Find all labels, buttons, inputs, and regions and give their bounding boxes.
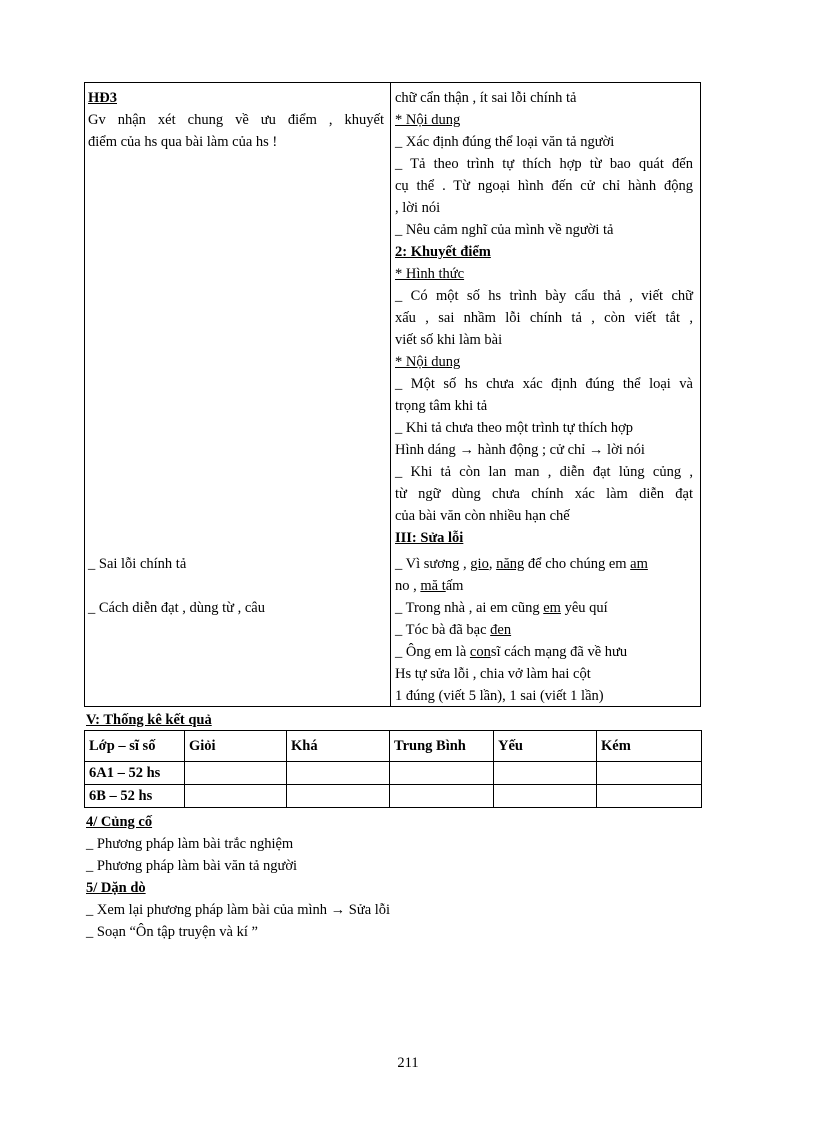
table-cell [494, 762, 597, 785]
cung-co-heading: 4/ Củng cố [86, 814, 153, 830]
error-word: gio [470, 556, 489, 572]
list-item: _ Phương pháp làm bài trắc nghiệm [86, 836, 294, 852]
table-cell [185, 762, 287, 785]
content-line: trọng tâm khi tả [395, 398, 488, 414]
content-text: hành động ; cử chỉ [477, 442, 586, 458]
content-line [395, 439, 645, 461]
cach-dien-dat-label: _ Cách diễn đạt , dùng từ , câu [88, 600, 265, 616]
arrow-icon: → [330, 902, 346, 918]
noi-dung-heading: * Nội dung [395, 112, 461, 128]
table-cell [185, 785, 287, 808]
table-cell [597, 762, 702, 785]
list-item: _ Soạn “Ôn tập truyện và kí ” [86, 924, 258, 940]
error-word: năng [496, 556, 525, 572]
table-cell [390, 762, 494, 785]
list-item: _ Phương pháp làm bài văn tả người [86, 858, 298, 874]
content-text: _ Tóc bà đã bạc [395, 622, 487, 638]
error-word: con [469, 644, 491, 660]
content-line [395, 553, 648, 575]
content-line: viết số khi làm bài [395, 332, 503, 348]
content-text: _ Ông em là [395, 644, 467, 660]
content-line: Hs tự sửa lỗi , chia vở làm hai cột [395, 666, 591, 682]
list-item-text: _ Xem lại phương pháp làm bài của mình [86, 902, 328, 918]
stats-title: V: Thống kê kết quả [86, 712, 212, 728]
gv-note-line2: điểm của hs qua bài làm của hs ! [88, 134, 278, 150]
table-cell [390, 785, 494, 808]
table-cell [287, 762, 390, 785]
content-text: để cho chúng em [527, 556, 627, 572]
hd3-heading: HĐ3 [88, 90, 117, 106]
arrow-icon: → [459, 442, 474, 458]
content-line [395, 619, 511, 641]
header-cell: Yếu [494, 731, 597, 762]
dan-do-heading: 5/ Dặn dò [86, 880, 146, 896]
sua-loi-heading: III: Sửa lỗi [395, 530, 464, 546]
table-cell [494, 785, 597, 808]
teacher-activity-column [85, 83, 391, 706]
content-text: Hình dáng [395, 442, 456, 458]
content-line: của bài văn còn nhiều hạn chế [395, 508, 570, 524]
error-word: mă t [420, 578, 446, 594]
class-cell: 6B – 52 hs [85, 785, 185, 808]
content-line: _ Một số hs chưa xác định đúng thể loại và [395, 376, 693, 392]
content-line: 1 đúng (viết 5 lần), 1 sai (viết 1 lần) [395, 688, 604, 704]
arrow-icon: → [588, 442, 604, 458]
error-word: đen [490, 622, 512, 638]
content-line: _ Có một số hs trình bày cẩu thả , viết chữ [395, 288, 693, 304]
content-line: , lời nói [395, 200, 441, 216]
content-text: _ Vì sương , [395, 556, 467, 572]
error-word: am [630, 556, 648, 572]
header-cell: Giỏi [185, 731, 287, 762]
content-line: _ Khi tả còn lan man , diễn đạt lủng củng , [395, 464, 693, 480]
content-text: sĩ cách mạng đã về hưu [490, 644, 628, 660]
header-cell: Kém [597, 731, 702, 762]
content-text: lời nói [607, 442, 645, 458]
content-line: _ Xác định đúng thể loại văn tả người [395, 134, 615, 150]
stats-header-row [85, 731, 702, 762]
content-line [395, 575, 463, 597]
content-text: yêu quí [564, 600, 608, 616]
content-text: _ Trong nhà , ai em cũng [395, 600, 540, 616]
khuyet-diem-heading: 2: Khuyết điểm [395, 244, 491, 260]
list-item [86, 900, 390, 920]
content-text: ấm [445, 578, 464, 594]
list-item-text: Sửa lỗi [348, 902, 391, 918]
table-cell [287, 785, 390, 808]
content-line: từ ngữ dùng chưa chính xác làm diễn đạt [395, 486, 693, 502]
stats-table [84, 730, 702, 808]
hinh-thuc-heading: * Hình thức [395, 266, 465, 282]
content-line: _ Nêu cảm nghĩ của mình về người tả [395, 222, 614, 238]
header-cell: Lớp – sĩ số [85, 731, 185, 762]
table-row [85, 785, 702, 808]
content-line: _ Tả theo trình tự thích hợp từ bao quát đến [395, 156, 693, 172]
content-line: xấu , sai nhầm lỗi chính tả , còn viết tắt , [395, 310, 693, 326]
table-cell [597, 785, 702, 808]
sai-loi-label: _ Sai lỗi chính tả [88, 556, 187, 572]
error-word: em [543, 600, 561, 616]
page-number: 211 [397, 1055, 419, 1071]
content-line: chữ cẩn thận , ít sai lỗi chính tả [395, 90, 577, 106]
header-cell: Trung Bình [390, 731, 494, 762]
table-row [85, 762, 702, 785]
content-text: , [488, 556, 493, 572]
content-line [395, 597, 608, 619]
header-cell: Khá [287, 731, 390, 762]
lesson-table [84, 82, 701, 707]
content-line: _ Khi tả chưa theo một trình tự thích hợp [395, 420, 634, 436]
class-cell: 6A1 – 52 hs [85, 762, 185, 785]
content-line [395, 641, 627, 663]
content-line: cụ thể . Từ ngoại hình đến cử chỉ hành động [395, 178, 693, 194]
content-column [391, 83, 700, 706]
content-text: no , [395, 578, 417, 594]
noi-dung-heading: * Nội dung [395, 354, 461, 370]
gv-note-line1: Gv nhận xét chung về ưu điểm , khuyết [88, 112, 384, 128]
